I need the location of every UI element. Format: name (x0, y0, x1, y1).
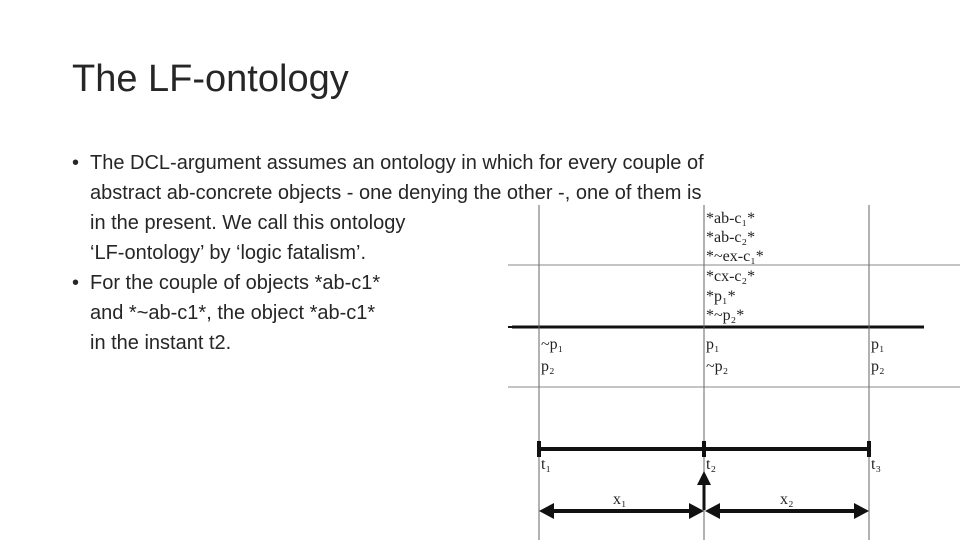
bullet-line: ‘LF-ontology’ by ‘logic fatalism’. (90, 242, 367, 264)
interval-label-x2: x₂ (780, 491, 794, 508)
bullet-line: in the instant t2. (90, 332, 232, 354)
stack-label: *ab-c₂* (706, 229, 756, 246)
bullet-line: For the couple of objects *ab-c1* (90, 272, 381, 294)
stack-label: *cx-c₂* (706, 268, 756, 285)
right-col-label: p₂ (871, 358, 885, 375)
timeline-diagram (500, 205, 960, 540)
left-col-label: p₂ (541, 358, 555, 375)
bullet-line: and *~ab-c1*, the object *ab-c1* (90, 302, 376, 324)
right-col-label: p₁ (871, 336, 885, 353)
stack-label: *p₁* (706, 288, 736, 305)
slide-title: The LF-ontology (72, 58, 349, 100)
bullet-dot: • (72, 152, 80, 174)
bullet-line: in the present. We call this ontology (90, 212, 406, 234)
bullet-dot: • (72, 272, 80, 294)
bullet-line: The DCL-argument assumes an ontology in which for every couple of (90, 152, 704, 174)
left-col-label: ~p₁ (541, 336, 564, 353)
bullet-line: abstract ab-concrete objects - one denying the other -, one of them is (90, 182, 702, 204)
interval-label-x1: x₁ (613, 491, 627, 508)
time-label-t2: t₂ (706, 456, 717, 473)
mid-col-label: p₁ (706, 336, 720, 353)
mid-col-label: ~p₂ (706, 358, 729, 375)
time-label-t1: t₁ (541, 456, 552, 473)
stack-label: *ab-c₁* (706, 210, 756, 227)
time-label-t3: t₃ (871, 456, 882, 473)
stack-label: *~ex-c₁* (706, 248, 764, 265)
stack-label: *~p₂* (706, 307, 745, 324)
